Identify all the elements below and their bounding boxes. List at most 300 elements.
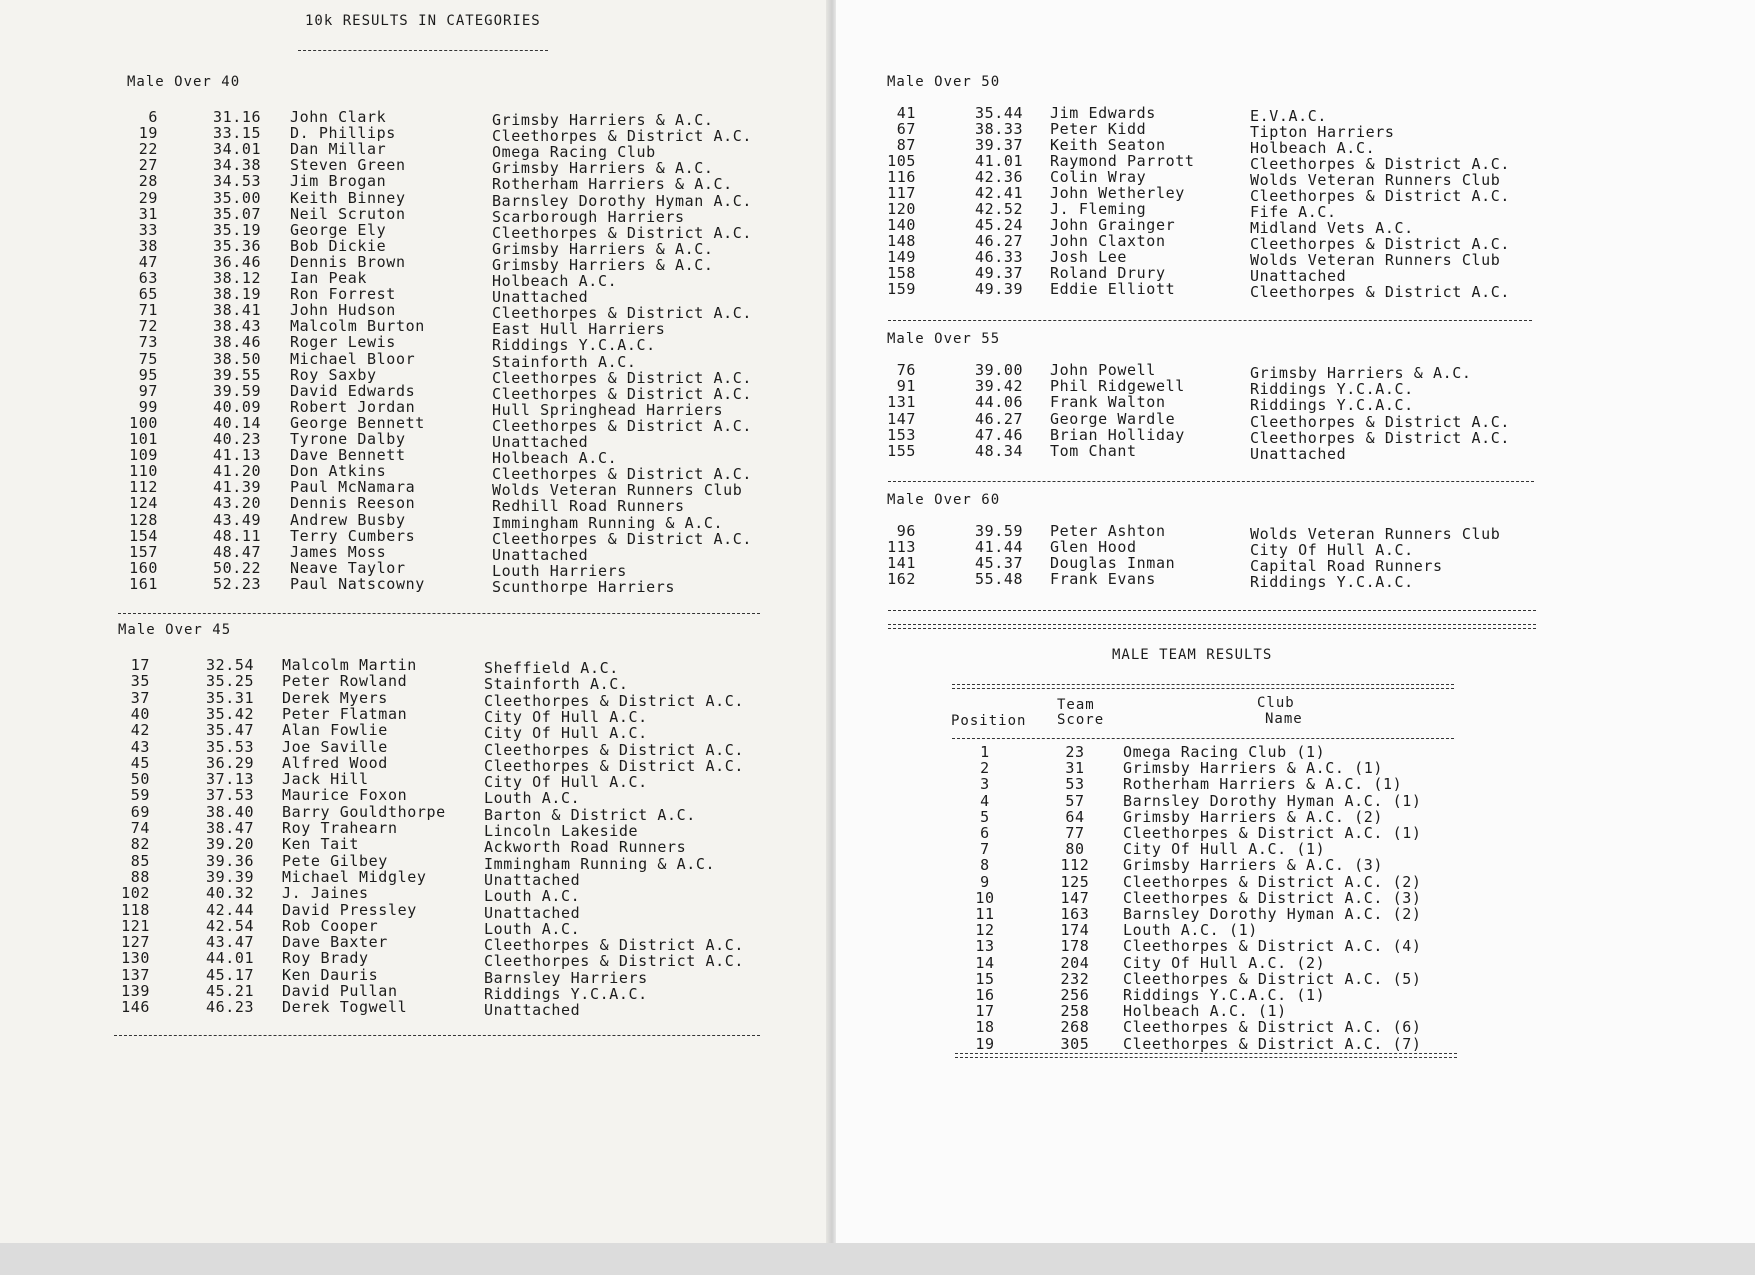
team-score: 80 <box>1065 840 1085 859</box>
team-club-name: Cleethorpes & District A.C. (2) <box>1123 872 1422 891</box>
position-cell: 17 <box>130 656 150 674</box>
position-cell: 69 <box>130 802 150 821</box>
club-name: Midland Vets A.C. <box>1250 219 1414 237</box>
position-cell: 96 <box>896 522 916 540</box>
position-cell: 130 <box>121 949 150 968</box>
team-club-name: Grimsby Harriers & A.C. (3) <box>1123 856 1384 875</box>
club-name: Cleethorpes & District A.C. <box>1250 235 1511 253</box>
position-cell: 139 <box>121 982 150 1000</box>
position-cell: 116 <box>887 168 916 186</box>
position-cell: 120 <box>887 200 916 218</box>
position-cell: 43 <box>130 737 150 756</box>
position-cell: 153 <box>887 425 916 444</box>
club-name: Louth Harriers <box>492 561 627 580</box>
double-divider <box>952 684 1454 689</box>
time-cell: 47.46 <box>975 425 1024 444</box>
club-name: Riddings Y.C.A.C. <box>1250 380 1414 399</box>
time-cell: 35.44 <box>975 104 1024 122</box>
runner-name: Phil Ridgewell <box>1050 377 1185 396</box>
time-cell: 42.44 <box>206 900 255 919</box>
runner-name: Ken Tait <box>282 835 360 854</box>
team-score: 268 <box>1060 1018 1090 1037</box>
runner-name: David Pressley <box>282 900 417 919</box>
position-cell: 47 <box>138 252 158 271</box>
time-cell: 42.36 <box>975 168 1024 186</box>
runner-name: Peter Flatman <box>282 704 408 723</box>
time-cell: 38.50 <box>213 349 262 368</box>
club-name: Holbeach A.C. <box>492 449 618 468</box>
position-cell: 124 <box>129 494 158 513</box>
position-cell: 140 <box>887 216 916 234</box>
position-cell: 113 <box>887 538 916 557</box>
category-heading: Male Over 45 <box>118 622 232 638</box>
time-cell: 34.53 <box>213 172 262 191</box>
position-cell: 85 <box>130 851 150 870</box>
runner-name: David Edwards <box>290 381 416 400</box>
team-score: 256 <box>1060 986 1090 1004</box>
time-cell: 41.13 <box>213 446 262 465</box>
runner-name: Keith Binney <box>290 188 406 207</box>
club-name: Cleethorpes & District A.C. <box>484 691 745 710</box>
runner-name: Joe Saville <box>282 737 388 756</box>
runner-name: Tyrone Dalby <box>290 430 406 448</box>
club-name: Wolds Veteran Runners Club <box>492 481 743 500</box>
club-name: Cleethorpes & District A.C. <box>492 368 753 387</box>
runner-name: Peter Ashton <box>1050 522 1166 540</box>
runner-name: Paul McNamara <box>290 478 416 497</box>
team-position: 11 <box>975 905 995 923</box>
team-club-name: Riddings Y.C.A.C. (1) <box>1123 986 1326 1004</box>
position-cell: 33 <box>138 220 158 239</box>
runner-name: Dan Millar <box>290 140 387 159</box>
team-position: 3 <box>980 775 990 794</box>
position-cell: 141 <box>887 554 916 573</box>
runner-name: Dennis Reeson <box>290 494 416 513</box>
runner-name: Frank Evans <box>1050 570 1156 589</box>
time-cell: 45.17 <box>206 965 255 984</box>
runner-name: Steven Green <box>290 156 406 175</box>
runner-name: Jim Edwards <box>1050 104 1156 122</box>
runner-name: Malcolm Martin <box>282 656 417 674</box>
time-cell: 46.33 <box>975 248 1024 266</box>
position-cell: 158 <box>887 264 916 282</box>
team-club-name: Cleethorpes & District A.C. (7) <box>1123 1034 1422 1053</box>
position-cell: 102 <box>121 884 150 903</box>
position-cell: 38 <box>138 236 158 255</box>
time-cell: 37.53 <box>206 786 255 805</box>
runner-name: Barry Gouldthorpe <box>282 802 446 821</box>
time-cell: 41.44 <box>975 538 1024 557</box>
team-score: 163 <box>1060 905 1090 923</box>
runner-name: John Powell <box>1050 361 1156 379</box>
time-cell: 38.41 <box>213 301 262 320</box>
runner-name: Jim Brogan <box>290 172 387 191</box>
position-cell: 100 <box>129 413 158 432</box>
club-name: Grimsby Harriers & A.C. <box>492 111 714 129</box>
header-position: Position <box>951 713 1027 729</box>
team-position: 2 <box>980 759 990 778</box>
time-cell: 31.16 <box>213 108 262 126</box>
club-name: Cleethorpes & District A.C. <box>1250 155 1511 173</box>
club-name: Cleethorpes & District A.C. <box>484 740 745 759</box>
position-cell: 154 <box>129 526 158 545</box>
runner-name: George Wardle <box>1050 409 1176 428</box>
team-score: 232 <box>1060 969 1090 988</box>
team-club-name: Cleethorpes & District A.C. (4) <box>1123 937 1422 956</box>
runner-name: George Bennett <box>290 413 425 432</box>
position-cell: 40 <box>130 704 150 723</box>
time-cell: 33.15 <box>213 124 262 143</box>
club-name: East Hull Harriers <box>492 320 666 339</box>
club-name: Cleethorpes & District A.C. <box>492 465 753 484</box>
time-cell: 43.49 <box>213 510 262 529</box>
runner-name: Roy Saxby <box>290 365 377 384</box>
runner-name: Frank Walton <box>1050 393 1166 412</box>
position-cell: 161 <box>129 574 158 593</box>
club-name: Riddings Y.C.A.C. <box>1250 396 1414 415</box>
runner-name: Brian Holliday <box>1050 425 1185 444</box>
position-cell: 75 <box>138 349 158 368</box>
club-name: Louth A.C. <box>484 887 581 906</box>
club-name: Grimsby Harriers & A.C. <box>492 159 714 178</box>
position-cell: 35 <box>130 672 150 691</box>
runner-name: Roy Brady <box>282 949 369 968</box>
position-cell: 37 <box>130 688 150 707</box>
club-name: Cleethorpes & District A.C. <box>1250 283 1511 301</box>
position-cell: 117 <box>887 184 916 202</box>
club-name: Cleethorpes & District A.C. <box>492 416 753 435</box>
club-name: Holbeach A.C. <box>1250 139 1376 157</box>
club-name: Grimsby Harriers & A.C. <box>492 255 714 274</box>
header-name: Name <box>1265 711 1303 727</box>
position-cell: 162 <box>887 570 916 589</box>
time-cell: 48.11 <box>213 526 262 545</box>
club-name: Cleethorpes & District A.C. <box>492 127 753 146</box>
position-cell: 82 <box>130 835 150 854</box>
runner-name: Dave Bennett <box>290 446 406 465</box>
position-cell: 118 <box>121 900 150 919</box>
team-score: 258 <box>1060 1002 1090 1021</box>
team-score: 305 <box>1060 1034 1090 1053</box>
category-heading: Male Over 40 <box>127 74 241 90</box>
time-cell: 52.23 <box>213 574 262 593</box>
team-score: 77 <box>1065 824 1085 842</box>
runner-name: Alfred Wood <box>282 753 388 772</box>
time-cell: 46.27 <box>975 409 1024 428</box>
position-cell: 41 <box>896 104 916 122</box>
club-name: Grimsby Harriers & A.C. <box>1250 364 1472 382</box>
position-cell: 76 <box>896 361 916 379</box>
club-name: Riddings Y.C.A.C. <box>1250 573 1414 592</box>
position-cell: 112 <box>129 478 158 497</box>
position-cell: 157 <box>129 542 158 561</box>
club-name: Cleethorpes & District A.C. <box>492 384 753 403</box>
team-score: 178 <box>1060 937 1090 956</box>
position-cell: 19 <box>138 124 158 143</box>
team-club-name: Omega Racing Club (1) <box>1123 743 1326 761</box>
position-cell: 73 <box>138 333 158 352</box>
club-name: Cleethorpes & District A.C. <box>492 304 753 323</box>
position-cell: 155 <box>887 442 916 460</box>
double-divider <box>888 624 1536 629</box>
team-position: 6 <box>980 824 990 842</box>
club-name: Omega Racing Club <box>492 143 656 162</box>
time-cell: 42.41 <box>975 184 1024 202</box>
club-name: Cleethorpes & District A.C. <box>492 529 753 548</box>
runner-name: Jack Hill <box>282 770 369 789</box>
team-score: 57 <box>1065 791 1085 810</box>
runner-name: Robert Jordan <box>290 397 416 416</box>
club-name: Unattached <box>492 545 589 564</box>
position-cell: 97 <box>138 381 158 400</box>
runner-name: Roy Trahearn <box>282 819 398 837</box>
time-cell: 41.20 <box>213 462 262 481</box>
position-cell: 59 <box>130 786 150 805</box>
club-name: Barnsley Dorothy Hyman A.C. <box>492 191 753 210</box>
position-cell: 29 <box>138 188 158 207</box>
position-cell: 160 <box>129 558 158 577</box>
runner-name: John Hudson <box>290 301 396 320</box>
time-cell: 46.23 <box>206 998 255 1017</box>
position-cell: 127 <box>121 933 150 952</box>
time-cell: 45.37 <box>975 554 1024 573</box>
time-cell: 49.39 <box>975 280 1024 298</box>
team-position: 13 <box>975 937 995 956</box>
position-cell: 159 <box>887 280 916 298</box>
team-club-name: City Of Hull A.C. (1) <box>1123 840 1326 859</box>
time-cell: 44.01 <box>206 949 255 968</box>
position-cell: 101 <box>129 430 158 448</box>
runner-name: David Pullan <box>282 982 398 1000</box>
time-cell: 43.20 <box>213 494 262 513</box>
position-cell: 45 <box>130 753 150 772</box>
team-club-name: Barnsley Dorothy Hyman A.C. (1) <box>1123 791 1422 810</box>
time-cell: 39.20 <box>206 835 255 854</box>
club-name: Cleethorpes & District A.C. <box>484 756 745 775</box>
team-club-name: Holbeach A.C. (1) <box>1123 1002 1287 1021</box>
club-name: Redhill Road Runners <box>492 497 685 516</box>
runner-name: John Clark <box>290 108 387 126</box>
club-name: Unattached <box>492 288 589 307</box>
club-name: Ackworth Road Runners <box>484 838 687 857</box>
club-name: Tipton Harriers <box>1250 123 1395 141</box>
divider <box>298 50 548 51</box>
runner-name: D. Phillips <box>290 124 396 143</box>
club-name: Fife A.C. <box>1250 203 1337 221</box>
team-club-name: City Of Hull A.C. (2) <box>1123 953 1326 972</box>
runner-name: Michael Midgley <box>282 867 427 886</box>
time-cell: 38.47 <box>206 819 255 837</box>
runner-name: J. Jaines <box>282 884 369 903</box>
club-name: E.V.A.C. <box>1250 107 1328 125</box>
position-cell: 147 <box>887 409 916 428</box>
time-cell: 39.36 <box>206 851 255 870</box>
position-cell: 131 <box>887 393 916 412</box>
club-name: Scarborough Harriers <box>492 207 685 226</box>
team-position: 8 <box>980 856 990 875</box>
runner-name: Pete Gilbey <box>282 851 388 870</box>
time-cell: 40.14 <box>213 413 262 432</box>
club-name: Immingham Running & A.C. <box>484 854 716 873</box>
time-cell: 32.54 <box>206 656 255 674</box>
team-position: 10 <box>975 888 995 907</box>
runner-name: John Claxton <box>1050 232 1166 250</box>
team-club-name: Louth A.C. (1) <box>1123 921 1258 940</box>
time-cell: 39.37 <box>975 136 1024 154</box>
position-cell: 63 <box>138 269 158 287</box>
runner-name: Ian Peak <box>290 269 368 287</box>
team-score: 147 <box>1060 888 1090 907</box>
team-position: 15 <box>975 969 995 988</box>
team-position: 19 <box>975 1034 995 1053</box>
club-name: Rotherham Harriers & A.C. <box>492 175 733 194</box>
time-cell: 40.09 <box>213 397 262 416</box>
club-name: Sheffield A.C. <box>484 659 619 677</box>
time-cell: 44.06 <box>975 393 1024 412</box>
header-team: Team <box>1057 697 1095 713</box>
time-cell: 41.39 <box>213 478 262 497</box>
team-score: 31 <box>1065 759 1085 778</box>
team-club-name: Barnsley Dorothy Hyman A.C. (2) <box>1123 905 1422 923</box>
club-name: Cleethorpes & District A.C. <box>484 952 745 971</box>
runner-name: Bob Dickie <box>290 236 387 255</box>
club-name: Unattached <box>484 870 581 889</box>
position-cell: 128 <box>129 510 158 529</box>
category-heading: Male Over 55 <box>887 331 1001 347</box>
team-club-name: Cleethorpes & District A.C. (6) <box>1123 1018 1422 1037</box>
runner-name: Derek Togwell <box>282 998 408 1017</box>
runner-name: Malcolm Burton <box>290 317 425 336</box>
time-cell: 45.21 <box>206 982 255 1000</box>
divider <box>888 320 1532 321</box>
time-cell: 35.31 <box>206 688 255 707</box>
time-cell: 45.24 <box>975 216 1024 234</box>
time-cell: 39.59 <box>213 381 262 400</box>
position-cell: 110 <box>129 462 158 481</box>
club-name: Stainforth A.C. <box>484 675 629 694</box>
club-name: Unattached <box>1250 445 1347 463</box>
time-cell: 39.00 <box>975 361 1024 379</box>
runner-name: Roger Lewis <box>290 333 396 352</box>
club-name: Riddings Y.C.A.C. <box>484 985 648 1003</box>
time-cell: 37.13 <box>206 770 255 789</box>
runner-name: Neave Taylor <box>290 558 406 577</box>
club-name: City Of Hull A.C. <box>1250 541 1414 560</box>
time-cell: 35.36 <box>213 236 262 255</box>
time-cell: 46.27 <box>975 232 1024 250</box>
runner-name: Maurice Foxon <box>282 786 408 805</box>
club-name: Cleethorpes & District A.C. <box>1250 187 1511 205</box>
runner-name: Ron Forrest <box>290 285 396 304</box>
club-name: Cleethorpes & District A.C. <box>1250 412 1511 431</box>
header-club: Club <box>1257 695 1295 711</box>
time-cell: 35.53 <box>206 737 255 756</box>
club-name: Cleethorpes & District A.C. <box>492 223 753 242</box>
position-cell: 71 <box>138 301 158 320</box>
club-name: Barton & District A.C. <box>484 805 696 824</box>
team-position: 12 <box>975 921 995 940</box>
time-cell: 35.25 <box>206 672 255 691</box>
club-name: Lincoln Lakeside <box>484 822 639 840</box>
team-score: 125 <box>1060 872 1090 891</box>
club-name: Wolds Veteran Runners Club <box>1250 251 1501 269</box>
team-score: 174 <box>1060 921 1090 940</box>
time-cell: 38.46 <box>213 333 262 352</box>
runner-name: John Grainger <box>1050 216 1176 234</box>
team-position: 9 <box>980 872 990 891</box>
position-cell: 67 <box>896 120 916 138</box>
position-cell: 95 <box>138 365 158 384</box>
divider <box>118 613 760 614</box>
team-score: 53 <box>1065 775 1085 794</box>
time-cell: 39.59 <box>975 522 1024 540</box>
runner-name: Derek Myers <box>282 688 388 707</box>
time-cell: 38.12 <box>213 269 262 287</box>
team-club-name: Grimsby Harriers & A.C. (2) <box>1123 807 1384 826</box>
runner-name: Neil Scruton <box>290 204 406 223</box>
runner-name: Alan Fowlie <box>282 721 388 740</box>
club-name: Wolds Veteran Runners Club <box>1250 525 1501 543</box>
time-cell: 50.22 <box>213 558 262 577</box>
club-name: Holbeach A.C. <box>492 272 618 290</box>
team-position: 17 <box>975 1002 995 1021</box>
scan-border <box>0 1243 1755 1275</box>
runner-name: Andrew Busby <box>290 510 406 529</box>
club-name: Unattached <box>484 903 581 922</box>
position-cell: 148 <box>887 232 916 250</box>
document-title: 10k RESULTS IN CATEGORIES <box>305 13 541 29</box>
team-score: 23 <box>1065 743 1085 761</box>
club-name: Stainforth A.C. <box>492 352 637 371</box>
time-cell: 48.34 <box>975 442 1024 460</box>
divider <box>888 610 1536 611</box>
club-name: City Of Hull A.C. <box>484 707 648 726</box>
time-cell: 41.01 <box>975 152 1024 170</box>
position-cell: 109 <box>129 446 158 465</box>
runner-name: Eddie Elliott <box>1050 280 1176 298</box>
club-name: Grimsby Harriers & A.C. <box>492 239 714 258</box>
club-name: Cleethorpes & District A.C. <box>484 936 745 955</box>
club-name: Scunthorpe Harriers <box>492 577 675 596</box>
team-club-name: Grimsby Harriers & A.C. (1) <box>1123 759 1384 778</box>
runner-name: Ken Dauris <box>282 965 379 984</box>
time-cell: 38.43 <box>213 317 262 336</box>
club-name: Unattached <box>1250 267 1347 285</box>
time-cell: 35.19 <box>213 220 262 239</box>
runner-name: Don Atkins <box>290 462 387 481</box>
position-cell: 65 <box>138 285 158 304</box>
runner-name: Raymond Parrott <box>1050 152 1195 170</box>
position-cell: 87 <box>896 136 916 154</box>
club-name: Louth A.C. <box>484 789 581 808</box>
runner-name: Glen Hood <box>1050 538 1137 557</box>
position-cell: 72 <box>138 317 158 336</box>
team-club-name: Cleethorpes & District A.C. (5) <box>1123 969 1422 988</box>
team-score: 112 <box>1060 856 1090 875</box>
category-heading: Male Over 60 <box>887 492 1001 508</box>
time-cell: 35.42 <box>206 704 255 723</box>
team-results-title: MALE TEAM RESULTS <box>1112 647 1273 663</box>
runner-name: J. Fleming <box>1050 200 1147 218</box>
time-cell: 36.29 <box>206 753 255 772</box>
position-cell: 149 <box>887 248 916 266</box>
divider <box>952 738 1454 739</box>
team-club-name: Rotherham Harriers & A.C. (1) <box>1123 775 1403 794</box>
team-position: 14 <box>975 953 995 972</box>
category-heading: Male Over 50 <box>887 74 1001 90</box>
runner-name: Terry Cumbers <box>290 526 416 545</box>
position-cell: 88 <box>130 867 150 886</box>
